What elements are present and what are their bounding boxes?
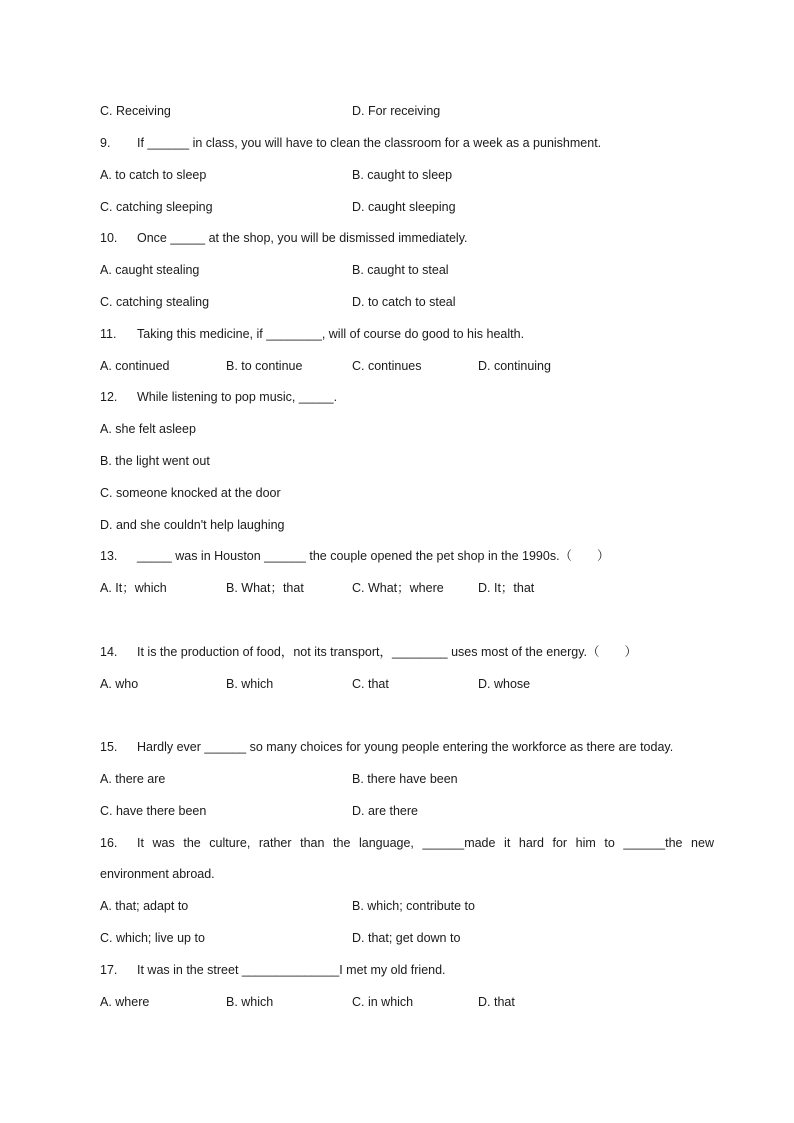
option-17-d: D. that: [478, 995, 515, 1009]
option-14-c: C. that: [352, 677, 389, 691]
option-11-b: B. to continue: [226, 359, 303, 373]
option-12-d: D. and she couldn't help laughing: [100, 518, 285, 532]
option-16-c: C. which; live up to: [100, 931, 205, 945]
option-12-c: C. someone knocked at the door: [100, 486, 281, 500]
option-13-c: C. What；where: [352, 581, 444, 595]
question-16: [100, 835, 714, 851]
question-stem: It was the culture, rather than the language, ______made it hard for him to ______the new: [137, 836, 714, 850]
question-9: [100, 135, 601, 151]
option-12-b: B. the light went out: [100, 454, 210, 468]
option-11-a: A. continued: [100, 359, 170, 373]
option-15-a: A. there are: [100, 772, 166, 786]
option-13-a: A. It；which: [100, 581, 167, 595]
option-10-b: B. caught to steal: [352, 263, 449, 277]
question-stem: Hardly ever ______ so many choices for young people entering the workforce as there are today.: [137, 740, 674, 754]
option-17-c: C. in which: [352, 995, 414, 1009]
option-14-a: A. who: [100, 677, 139, 691]
question-stem: Taking this medicine, if ________, will of course do good to his health.: [137, 327, 525, 341]
question-number: 14.: [100, 645, 118, 659]
option-14-d: D. whose: [478, 677, 531, 691]
question-number: 12.: [100, 390, 118, 404]
question-10: [100, 230, 468, 246]
option-9-c: C. catching sleeping: [100, 200, 213, 214]
option-13-b: B. What；that: [226, 581, 304, 595]
question-12: [100, 389, 337, 405]
question-number: 17.: [100, 963, 118, 977]
option-16-a: A. that; adapt to: [100, 899, 189, 913]
option-10-d: D. to catch to steal: [352, 295, 456, 309]
question-stem: It is the production of food，not its transport，________ uses most of the energy.（ ）: [137, 645, 638, 659]
option-17-a: A. where: [100, 995, 150, 1009]
question-16-continuation: environment abroad.: [100, 867, 215, 881]
option-12-a: A. she felt asleep: [100, 422, 196, 436]
question-stem: If ______ in class, you will have to clean the classroom for a week as a punishment.: [137, 136, 602, 150]
option-11-c: C. continues: [352, 359, 422, 373]
option-13-d: D. It；that: [478, 581, 535, 595]
question-17: [100, 962, 446, 978]
option-9-a: A. to catch to sleep: [100, 168, 207, 182]
question-13: [100, 548, 610, 564]
option-9-d: D. caught sleeping: [352, 200, 456, 214]
question-11: [100, 326, 524, 342]
option-8-c: C. Receiving: [100, 104, 171, 118]
question-number: 16.: [100, 836, 118, 850]
question-stem: _____ was in Houston ______ the couple opened the pet shop in the 1990s.（ ）: [137, 549, 610, 563]
option-10-c: C. catching stealing: [100, 295, 210, 309]
question-number: 9.: [100, 136, 111, 150]
question-stem: While listening to pop music, _____.: [137, 390, 338, 404]
option-8-d: D. For receiving: [352, 104, 441, 118]
question-14: [100, 644, 637, 660]
question-stem: It was in the street ______________I met my old friend.: [137, 963, 446, 977]
option-16-b: B. which; contribute to: [352, 899, 475, 913]
question-number: 11.: [100, 327, 117, 341]
option-11-d: D. continuing: [478, 359, 551, 373]
option-9-b: B. caught to sleep: [352, 168, 453, 182]
question-number: 15.: [100, 740, 118, 754]
option-14-b: B. which: [226, 677, 274, 691]
option-16-d: D. that; get down to: [352, 931, 461, 945]
question-15: [100, 739, 673, 755]
question-stem: Once _____ at the shop, you will be dismissed immediately.: [137, 231, 468, 245]
question-number: 10.: [100, 231, 118, 245]
option-17-b: B. which: [226, 995, 274, 1009]
question-number: 13.: [100, 549, 118, 563]
option-10-a: A. caught stealing: [100, 263, 200, 277]
option-15-d: D. are there: [352, 804, 419, 818]
option-15-c: C. have there been: [100, 804, 207, 818]
option-15-b: B. there have been: [352, 772, 458, 786]
